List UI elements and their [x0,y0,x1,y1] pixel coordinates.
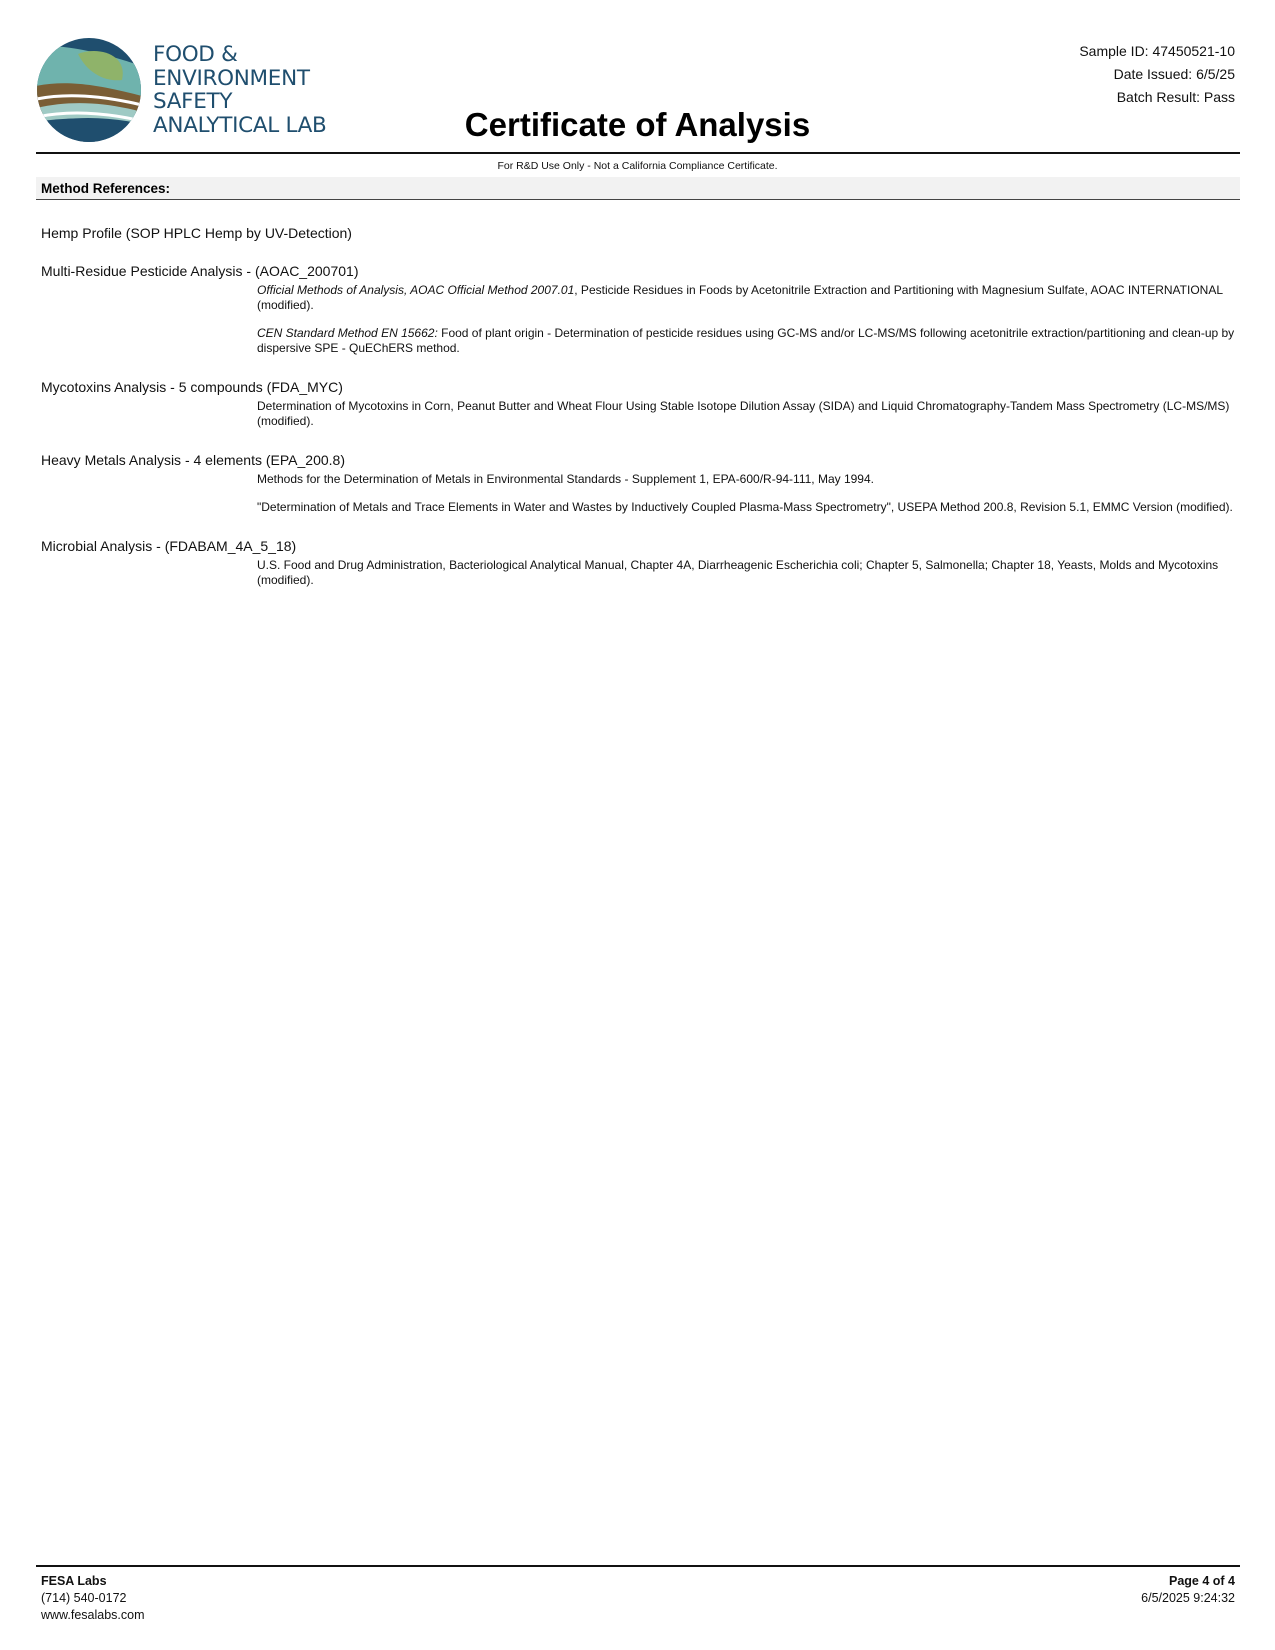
header-info [1079,40,1235,109]
logo-line: FOOD & [153,42,238,67]
method-reference [257,558,1238,588]
method-item [41,224,1238,242]
reference-text: Determination of Mycotoxins in Corn, Peanut Butter and Wheat Flour Using Stable Isotope Dilution Assay (SIDA) and Liquid Chromatography-Tandem Mass Spectrometry (LC-MS/MS) (modified). [257,399,1230,428]
method-title: Multi-Residue Pesticide Analysis - (AOAC_200701) [41,263,359,279]
compliance-note: For R&D Use Only - Not a California Compliance Certificate. [497,160,778,172]
logo-line: SAFETY [153,89,233,114]
method-references-header [36,177,1240,200]
print-timestamp: 6/5/2025 9:24:32 [1141,1591,1235,1605]
header-divider [36,152,1240,154]
method-title: Hemp Profile (SOP HPLC Hemp by UV-Detection) [41,225,352,241]
reference-italic: Official Methods of Analysis, AOAC Official Method 2007.01 [257,283,575,297]
reference-text: U.S. Food and Drug Administration, Bacteriological Analytical Manual, Chapter 4A, Diarrheagenic Escherichia coli; Chapter 5, Salmonella; Chapter 18, Yeasts, Molds and Mycotoxins (modified). [257,558,1219,587]
reference-text: Methods for the Determination of Metals in Environmental Standards - Supplement 1, EPA-600/R-94-111, May 1994. [257,472,874,486]
method-reference [257,500,1238,515]
page-number: Page 4 of 4 [1169,1574,1235,1588]
method-title: Microbial Analysis - (FDABAM_4A_5_18) [41,538,297,554]
phone-number: (714) 540-0172 [41,1591,127,1605]
reference-text: "Determination of Metals and Trace Elements in Water and Wastes by Inductively Coupled Plasma-Mass Spectrometry", USEPA Method 200.8, Revision 5.1, EMMC Version (modified). [257,500,1233,514]
reference-italic: CEN Standard Method EN 15662: [257,326,438,340]
method-item [41,262,1238,356]
logo-line: ANALYTICAL LAB [153,112,327,138]
method-reference [257,283,1238,313]
reference-text: , Pesticide Residues in Foods by Acetonitrile Extraction and Partitioning with Magnesium Sulfate, AOAC INTERNATIONAL (modified). [257,283,1223,312]
footer-page-info [1141,1573,1235,1607]
method-title: Heavy Metals Analysis - 4 elements (EPA_200.8) [41,452,345,468]
website: www.fesalabs.com [41,1608,145,1622]
date-issued: Date Issued: 6/5/25 [1113,66,1235,82]
footer-contact [41,1573,145,1624]
batch-result: Batch Result: Pass [1116,89,1235,105]
method-reference [257,472,1238,487]
method-reference [257,399,1238,429]
method-title: Mycotoxins Analysis - 5 compounds (FDA_MYC) [41,379,343,395]
method-list [41,224,1238,610]
method-reference [257,326,1238,356]
page-title: Certificate of Analysis [464,106,811,143]
method-item [41,451,1238,515]
logo-line: ENVIRONMENT [153,65,310,91]
method-item [41,537,1238,588]
reference-text: Food of plant origin - Determination of pesticide residues using GC-MS and/or LC-MS/MS following acetonitrile extraction/partitioning and clean-up by dispersive SPE - QuEChERS method. [257,326,1235,355]
method-item [41,378,1238,429]
company-name: FESA Labs [41,1574,107,1588]
sample-id: Sample ID: 47450521-10 [1079,43,1235,59]
footer-divider [36,1565,1240,1567]
section-heading: Method References: [41,181,171,196]
